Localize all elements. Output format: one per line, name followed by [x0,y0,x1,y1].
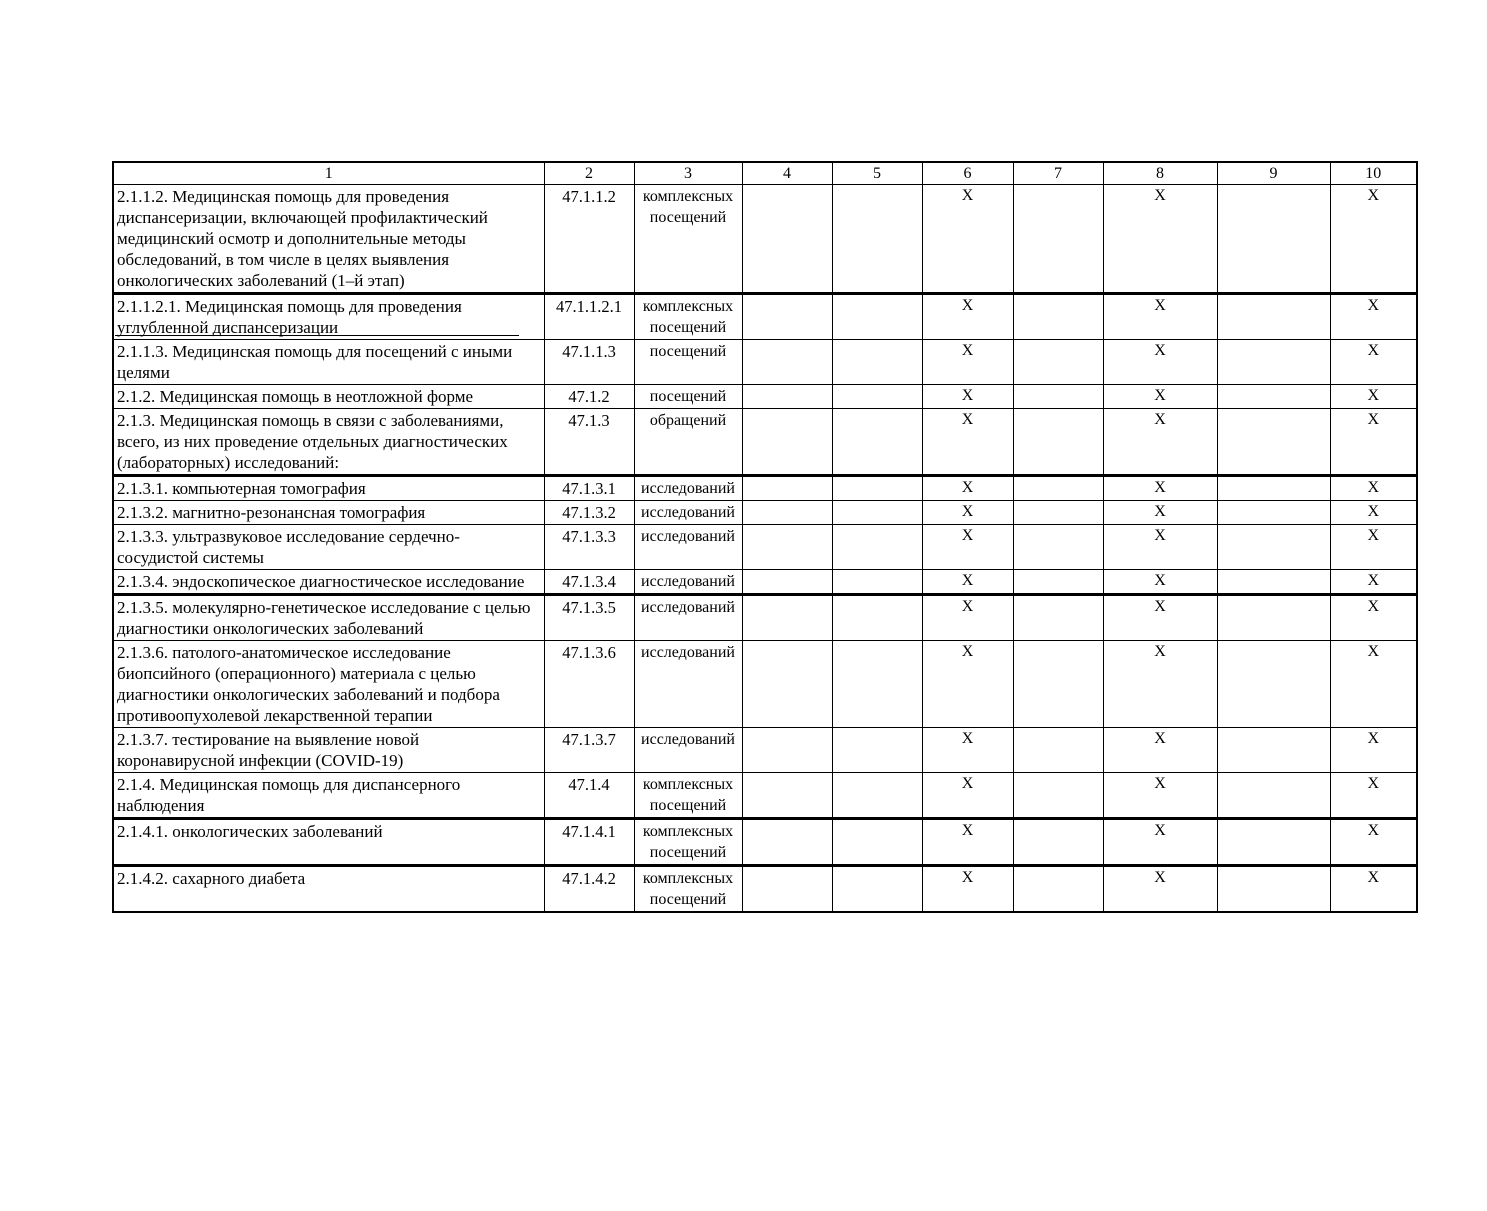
table-row [113,866,1417,913]
empty-cell [1217,728,1330,773]
empty-cell [1013,819,1103,866]
mark-cell: X [1103,501,1217,525]
mark-cell: X [1330,595,1417,641]
empty-cell [1217,866,1330,913]
code-cell: 47.1.3 [544,409,634,476]
mark-cell: X [1103,476,1217,501]
mark-cell: X [922,294,1013,340]
table-row [113,570,1417,595]
mark-cell: X [922,409,1013,476]
mark-cell: X [1330,294,1417,340]
empty-cell [742,409,832,476]
service-name-text: 2.1.1.2. Медицинская помощь для проведения диспансеризации, включающей профилактический медицинский осмотр и дополнительные методы обследований, в том числе в целях выявления онкологических заболеваний (1–й этап) [117,187,488,290]
unit-cell: исследований [634,641,742,728]
service-name-cell [113,185,544,294]
mark-cell: X [1330,185,1417,294]
mark-cell: X [1103,185,1217,294]
mark-cell: X [922,185,1013,294]
mark-cell: X [1330,866,1417,913]
mark-cell: X [1330,819,1417,866]
empty-cell [1013,595,1103,641]
mark-cell: X [1103,294,1217,340]
empty-cell [1217,819,1330,866]
code-cell: 47.1.3.2 [544,501,634,525]
column-header: 2 [544,162,634,185]
service-name-cell [113,476,544,501]
empty-cell [742,570,832,595]
code-cell: 47.1.2 [544,385,634,409]
empty-cell [1013,294,1103,340]
empty-cell [1217,385,1330,409]
empty-cell [742,595,832,641]
unit-cell: исследований [634,501,742,525]
service-name-text: 2.1.1.2.1. Медицинская помощь для проведения углубленной диспансеризации [117,297,462,337]
empty-cell [832,819,922,866]
mark-cell: X [1330,570,1417,595]
column-header: 10 [1330,162,1417,185]
table-header [113,162,1417,185]
empty-cell [832,595,922,641]
mark-cell: X [922,385,1013,409]
empty-cell [832,728,922,773]
column-header: 8 [1103,162,1217,185]
empty-cell [1217,340,1330,385]
service-name-cell [113,340,544,385]
service-name-cell [113,501,544,525]
empty-cell [1013,409,1103,476]
empty-cell [742,819,832,866]
empty-cell [1217,294,1330,340]
empty-cell [1217,641,1330,728]
service-name-text: 2.1.4.1. онкологических заболеваний [117,822,383,841]
mark-cell: X [1103,570,1217,595]
mark-cell: X [922,728,1013,773]
empty-cell [1013,185,1103,294]
header-row [113,162,1417,185]
unit-cell: посещений [634,340,742,385]
table-row [113,340,1417,385]
service-name-cell [113,595,544,641]
column-header: 5 [832,162,922,185]
empty-cell [1013,501,1103,525]
medical-volumes-table [112,161,1418,913]
mark-cell: X [922,570,1013,595]
table-row [113,185,1417,294]
empty-cell [1013,641,1103,728]
service-name-cell [113,773,544,819]
mark-cell: X [1330,728,1417,773]
empty-cell [1013,866,1103,913]
service-name-text: 2.1.3. Медицинская помощь в связи с заболеваниями, всего, из них проведение отдельных диагностических (лабораторных) исследований: [117,411,508,472]
empty-cell [742,773,832,819]
service-name-cell [113,294,544,340]
mark-cell: X [922,641,1013,728]
column-header: 1 [113,162,544,185]
unit-cell: исследований [634,595,742,641]
empty-cell [832,476,922,501]
empty-cell [832,525,922,570]
table-row [113,819,1417,866]
service-name-cell [113,409,544,476]
empty-cell [742,501,832,525]
table-row [113,385,1417,409]
unit-cell: комплексных посещений [634,773,742,819]
empty-cell [742,185,832,294]
mark-cell: X [922,476,1013,501]
table-row [113,476,1417,501]
empty-cell [832,185,922,294]
empty-cell [742,866,832,913]
unit-cell: комплексных посещений [634,185,742,294]
code-cell: 47.1.3.7 [544,728,634,773]
mark-cell: X [1103,340,1217,385]
empty-cell [1013,385,1103,409]
code-cell: 47.1.4.1 [544,819,634,866]
service-name-cell [113,819,544,866]
mark-cell: X [1103,819,1217,866]
empty-cell [832,570,922,595]
service-name-text: 2.1.3.5. молекулярно-генетическое исследование с целью диагностики онкологических заболеваний [117,598,531,638]
service-name-text: 2.1.1.3. Медицинская помощь для посещений с иными целями [117,342,513,382]
mark-cell: X [1103,385,1217,409]
service-name-text: 2.1.3.1. компьютерная томография [117,479,366,498]
table-row [113,409,1417,476]
document-page [112,161,1418,913]
service-name-text: 2.1.2. Медицинская помощь в неотложной форме [117,387,474,406]
service-name-text: 2.1.4. Медицинская помощь для диспансерного наблюдения [117,775,461,815]
code-cell: 47.1.3.3 [544,525,634,570]
empty-cell [742,728,832,773]
empty-cell [742,476,832,501]
table-row [113,773,1417,819]
mark-cell: X [922,501,1013,525]
column-header: 3 [634,162,742,185]
code-cell: 47.1.3.5 [544,595,634,641]
empty-cell [1013,773,1103,819]
empty-cell [832,294,922,340]
empty-cell [1013,525,1103,570]
mark-cell: X [922,819,1013,866]
code-cell: 47.1.4.2 [544,866,634,913]
empty-cell [1217,501,1330,525]
unit-cell: комплексных посещений [634,294,742,340]
service-name-cell [113,570,544,595]
service-name-text: 2.1.3.6. патолого-анатомическое исследование биопсийного (операционного) материала с целью диагностики онкологических заболеваний и подбора противоопухолевой лекарственной терапии [117,643,500,725]
mark-cell: X [922,595,1013,641]
unit-cell: исследований [634,728,742,773]
service-name-cell [113,525,544,570]
service-name-text: 2.1.3.7. тестирование на выявление новой коронавирусной инфекции (COVID-19) [117,730,420,770]
empty-cell [832,773,922,819]
table-row [113,501,1417,525]
empty-cell [832,641,922,728]
empty-cell [1013,570,1103,595]
table-row [113,641,1417,728]
mark-cell: X [1330,773,1417,819]
table-row [113,595,1417,641]
mark-cell: X [922,340,1013,385]
table-row [113,294,1417,340]
service-name-cell [113,641,544,728]
service-name-cell [113,385,544,409]
mark-cell: X [1330,641,1417,728]
empty-cell [742,385,832,409]
column-header: 7 [1013,162,1103,185]
empty-cell [832,501,922,525]
empty-cell [1217,595,1330,641]
service-name-cell [113,866,544,913]
mark-cell: X [1103,866,1217,913]
code-cell: 47.1.3.4 [544,570,634,595]
service-name-text: 2.1.4.2. сахарного диабета [117,869,306,888]
unit-cell: посещений [634,385,742,409]
empty-cell [1013,476,1103,501]
code-cell: 47.1.4 [544,773,634,819]
service-name-text: 2.1.3.4. эндоскопическое диагностическое исследование [117,572,525,591]
column-header: 9 [1217,162,1330,185]
empty-cell [742,525,832,570]
empty-cell [742,340,832,385]
code-cell: 47.1.3.6 [544,641,634,728]
empty-cell [1217,525,1330,570]
mark-cell: X [1103,773,1217,819]
service-name-cell [113,728,544,773]
mark-cell: X [1330,476,1417,501]
table-row [113,728,1417,773]
empty-cell [832,340,922,385]
unit-cell: комплексных посещений [634,819,742,866]
empty-cell [1013,728,1103,773]
unit-cell: исследований [634,476,742,501]
mark-cell: X [1330,501,1417,525]
mark-cell: X [1330,340,1417,385]
code-cell: 47.1.1.2.1 [544,294,634,340]
mark-cell: X [1330,409,1417,476]
mark-cell: X [1330,385,1417,409]
mark-cell: X [1103,409,1217,476]
mark-cell: X [1103,525,1217,570]
empty-cell [832,385,922,409]
code-cell: 47.1.1.2 [544,185,634,294]
service-name-text: 2.1.3.3. ультразвуковое исследование сердечно-сосудистой системы [117,527,460,567]
empty-cell [832,866,922,913]
empty-cell [1217,185,1330,294]
empty-cell [1217,773,1330,819]
mark-cell: X [922,866,1013,913]
empty-cell [1217,570,1330,595]
empty-cell [742,641,832,728]
unit-cell: комплексных посещений [634,866,742,913]
code-cell: 47.1.1.3 [544,340,634,385]
mark-cell: X [922,773,1013,819]
empty-cell [1217,409,1330,476]
mark-cell: X [922,525,1013,570]
mark-cell: X [1103,641,1217,728]
code-cell: 47.1.3.1 [544,476,634,501]
empty-cell [742,294,832,340]
column-header: 6 [922,162,1013,185]
empty-cell [1217,476,1330,501]
table-body [113,185,1417,913]
mark-cell: X [1103,595,1217,641]
mark-cell: X [1330,525,1417,570]
underline-rule [115,335,519,336]
unit-cell: исследований [634,570,742,595]
empty-cell [832,409,922,476]
mark-cell: X [1103,728,1217,773]
service-name-text: 2.1.3.2. магнитно-резонансная томография [117,503,426,522]
column-header: 4 [742,162,832,185]
table-row [113,525,1417,570]
unit-cell: обращений [634,409,742,476]
unit-cell: исследований [634,525,742,570]
empty-cell [1013,340,1103,385]
